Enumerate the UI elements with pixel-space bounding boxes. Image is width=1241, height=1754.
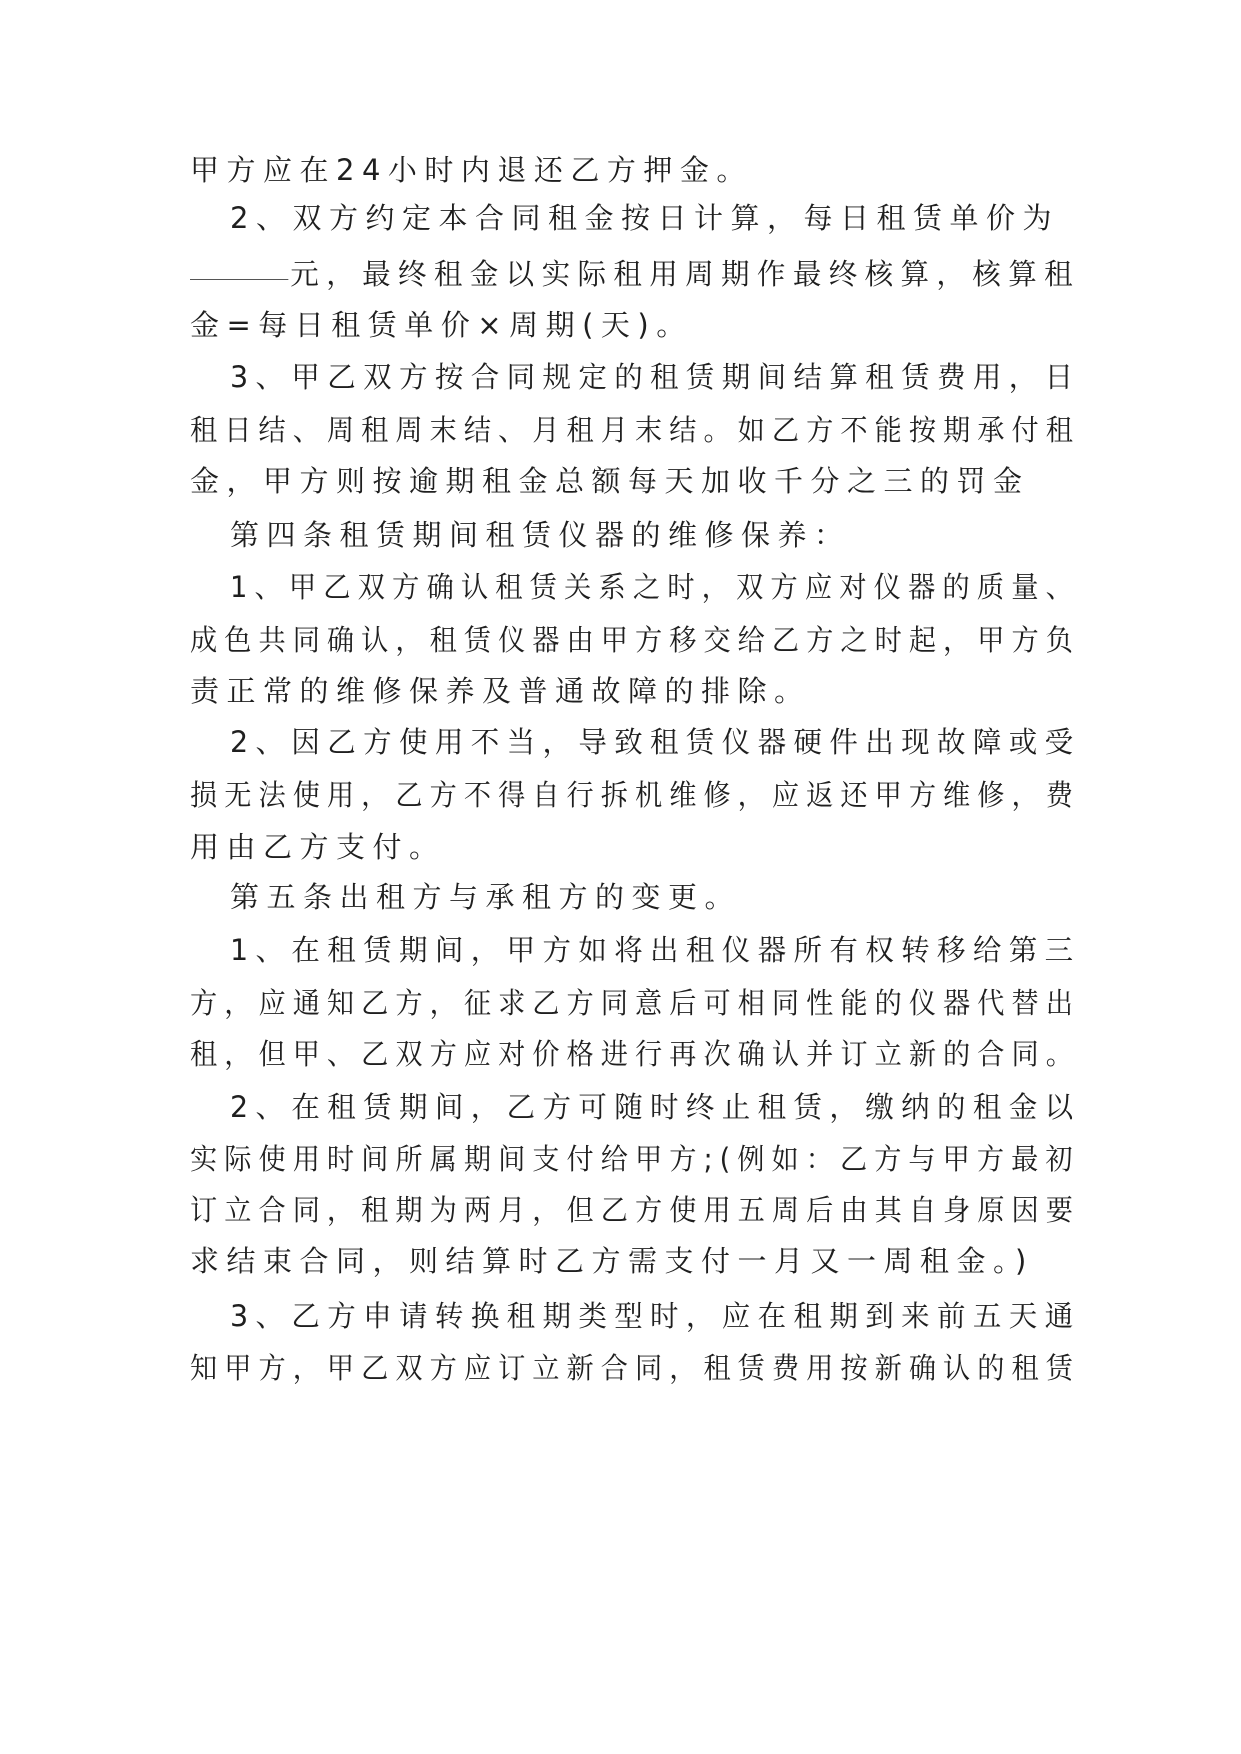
- text-line: 1、在租赁期间，甲方如将出租仪器所有权转移给第三: [230, 933, 1081, 967]
- text-line: 甲方应在24小时内退还乙方押金。: [190, 153, 753, 187]
- text-line: 损无法使用，乙方不得自行拆机维修，应返还甲方维修，费: [190, 778, 1080, 812]
- text-line: 2、在租赁期间，乙方可随时终止租赁，缴纳的租金以: [230, 1090, 1081, 1124]
- text-line: 2、因乙方使用不当，导致租赁仪器硬件出现故障或受: [230, 725, 1081, 759]
- text-line: 责正常的维修保养及普通故障的排除。: [190, 674, 811, 708]
- text-line: 金=每日租赁单价×周期(天)。: [190, 308, 693, 342]
- text-line: 方，应通知乙方，征求乙方同意后可相同性能的仪器代替出: [190, 986, 1080, 1020]
- section-heading: 第五条出租方与承租方的变更。: [230, 880, 742, 914]
- text-line: 求结束合同，则结算时乙方需支付一月又一周租金。): [190, 1244, 1034, 1278]
- text-line: 元，最终租金以实际租用周期作最终核算，核算租: [290, 257, 1080, 291]
- text-line: 3、乙方申请转换租期类型时，应在租期到来前五天通: [230, 1299, 1081, 1333]
- text-line: 租，但甲、乙双方应对价格进行再次确认并订立新的合同。: [190, 1037, 1080, 1071]
- fill-in-blank: [190, 249, 288, 280]
- section-heading: 第四条租赁期间租赁仪器的维修保养：: [230, 518, 851, 552]
- text-line: 成色共同确认，租赁仪器由甲方移交给乙方之时起，甲方负: [190, 623, 1080, 657]
- text-line: 金，甲方则按逾期租金总额每天加收千分之三的罚金: [190, 464, 1030, 498]
- text-line: 1、甲乙双方确认租赁关系之时，双方应对仪器的质量、: [230, 570, 1081, 604]
- text-line: 2、双方约定本合同租金按日计算，每日租赁单价为: [230, 201, 1059, 235]
- text-line: 知甲方，甲乙双方应订立新合同，租赁费用按新确认的租赁: [190, 1351, 1080, 1385]
- text-line-with-blank: [190, 253, 1080, 294]
- text-line: 实际使用时间所属期间支付给甲方;(例如：乙方与甲方最初: [190, 1142, 1080, 1176]
- text-line: 3、甲乙双方按合同规定的租赁期间结算租赁费用，日: [230, 360, 1081, 394]
- text-line: 租日结、周租周末结、月租月末结。如乙方不能按期承付租: [190, 413, 1080, 447]
- text-line: 用由乙方支付。: [190, 830, 446, 864]
- text-line: 订立合同，租期为两月，但乙方使用五周后由其自身原因要: [190, 1193, 1080, 1227]
